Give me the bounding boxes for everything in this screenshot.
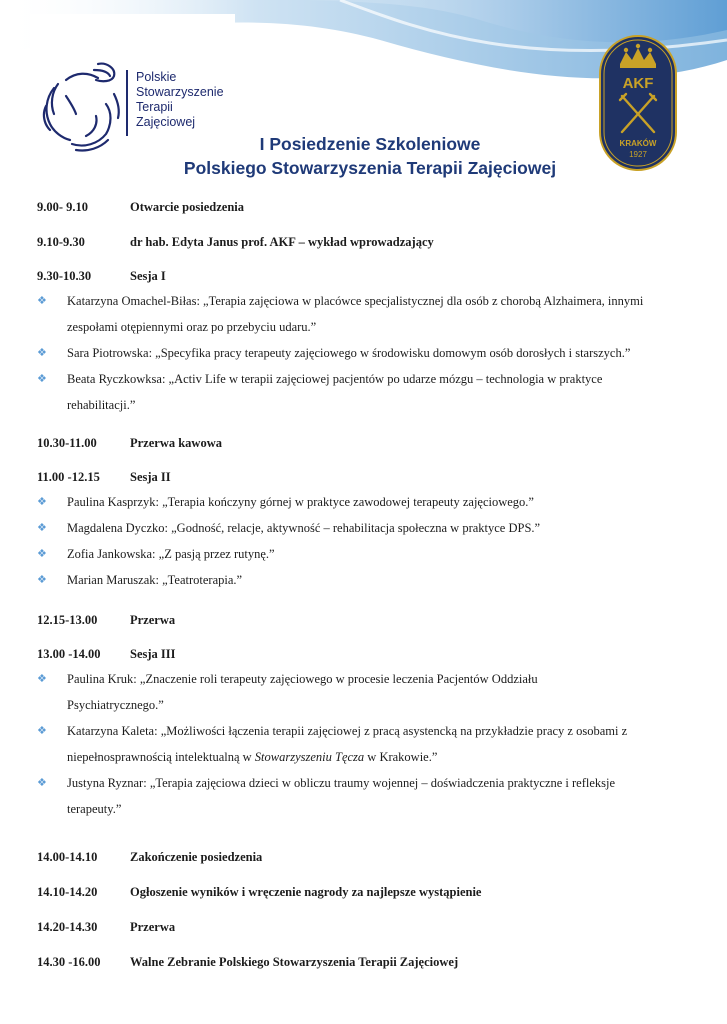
talk-line: Marian Maruszak: „Teatroterapia.”: [67, 573, 243, 587]
agenda-event: Przerwa: [130, 920, 176, 934]
akf-krakow-badge: [598, 34, 678, 172]
talk-line: Psychiatrycznego.”: [67, 698, 164, 712]
talk-item: [37, 288, 697, 340]
talk-line: zespołami otępiennymi oraz po przebyciu udaru.”: [67, 320, 317, 334]
talk-line: Katarzyna Omachel-Biłas: „Terapia zajęciowa w placówce specjalistycznej dla osób z chorobą Alzhaimera, innymi: [67, 294, 644, 308]
badge-city: KRAKÓW: [619, 139, 657, 148]
talk-line: Beata Ryczkowksa: „Activ Life w terapii zajęciowej pacjentów po udarze mózgu – technologia w praktyce: [67, 372, 603, 386]
diamond-bullet-icon: ❖: [37, 522, 47, 534]
agenda-item-awards: [37, 885, 697, 900]
diamond-bullet-icon: ❖: [37, 725, 47, 737]
badge-year: 1927: [629, 150, 647, 159]
talk-line: Magdalena Dyczko: „Godność, relacje, aktywność – rehabilitacja społeczna w praktyce DPS.”: [67, 521, 541, 535]
agenda-item-lecture: [37, 235, 697, 250]
title-line-2: Polskiego Stowarzyszenia Terapii Zajęciowej: [183, 158, 557, 178]
talk-item: [37, 515, 697, 541]
talk-line: Paulina Kasprzyk: „Terapia kończyny górnej w praktyce zawodowej terapeuty zajęciowego.”: [67, 495, 534, 509]
agenda-item-break-2: [37, 920, 697, 935]
badge-abbreviation: AKF: [622, 75, 654, 92]
talk-line: [67, 744, 697, 770]
document-title: [150, 132, 590, 180]
agenda-event: Sesja I: [130, 269, 166, 283]
agenda-event: Przerwa: [130, 613, 176, 627]
agenda-item-closing: [37, 850, 697, 865]
agenda-event: dr hab. Edyta Janus prof. AKF – wykład wprowadzający: [130, 235, 434, 249]
agenda-time: 12.15-13.00: [37, 613, 98, 627]
logo-line: Polskie: [136, 70, 177, 84]
diamond-bullet-icon: ❖: [37, 496, 47, 508]
talk-item: [37, 666, 697, 718]
agenda-item-coffee-break: [37, 436, 697, 451]
agenda-time: 14.30 -16.00: [37, 955, 101, 969]
agenda-item-opening: [37, 200, 697, 215]
talk-item: [37, 770, 697, 822]
title-line-1: I Posiedzenie Szkoleniowe: [259, 134, 481, 154]
diamond-bullet-icon: ❖: [37, 295, 47, 307]
agenda-event: Ogłoszenie wyników i wręczenie nagrody za najlepsze wystąpienie: [130, 885, 482, 899]
talk-line: Zofia Jankowska: „Z pasją przez rutynę.”: [67, 547, 275, 561]
talk-line: Justyna Ryznar: „Terapia zajęciowa dzieci w obliczu traumy wojennej – doświadczenia praktyczne i refleksje: [67, 776, 616, 790]
agenda-event: Sesja III: [130, 647, 176, 661]
agenda-item-session-1: [37, 269, 697, 284]
agenda-item-session-2: [37, 470, 697, 485]
talk-item: [37, 567, 697, 593]
talk-item: [37, 489, 697, 515]
diamond-bullet-icon: ❖: [37, 548, 47, 560]
diamond-bullet-icon: ❖: [37, 373, 47, 385]
agenda-item-general-assembly: [37, 955, 697, 970]
talk-line: Paulina Kruk: „Znaczenie roli terapeuty zajęciowego w procesie leczenia Pacjentów Oddziału: [67, 672, 538, 686]
agenda-time: 14.00-14.10: [37, 850, 98, 864]
agenda: [37, 200, 697, 970]
diamond-bullet-icon: ❖: [37, 347, 47, 359]
talk-item: [37, 340, 697, 366]
logo-divider: [126, 70, 128, 136]
agenda-item-break-1: [37, 613, 697, 628]
agenda-event: Otwarcie posiedzenia: [130, 200, 244, 214]
agenda-item-session-3: [37, 647, 697, 662]
hands-icon: [36, 54, 126, 154]
agenda-event: Zakończenie posiedzenia: [130, 850, 263, 864]
talk-line: terapeuty.”: [67, 802, 122, 816]
agenda-event: Przerwa kawowa: [130, 436, 222, 450]
agenda-time: 11.00 -12.15: [37, 470, 100, 484]
organization-name: Stowarzyszeniu Tęcza: [254, 750, 365, 764]
agenda-time: 14.10-14.20: [37, 885, 98, 899]
agenda-time: 10.30-11.00: [37, 436, 97, 450]
talk-item: [37, 541, 697, 567]
agenda-event: Walne Zebranie Polskiego Stowarzyszenia Terapii Zajęciowej: [130, 955, 459, 969]
talk-item: [37, 718, 697, 770]
agenda-time: 9.30-10.30: [37, 269, 92, 283]
logo-line: Terapii: [136, 100, 173, 114]
agenda-time: 14.20-14.30: [37, 920, 98, 934]
logo-line: Stowarzyszenie: [136, 85, 224, 99]
talk-line: rehabilitacji.”: [67, 398, 136, 412]
agenda-time: 9.10-9.30: [37, 235, 85, 249]
diamond-bullet-icon: ❖: [37, 574, 47, 586]
logo-wordmark: [136, 70, 236, 130]
talk-text: niepełnosprawnością intelektualną w: [67, 750, 255, 764]
agenda-time: 13.00 -14.00: [37, 647, 101, 661]
diamond-bullet-icon: ❖: [37, 673, 47, 685]
diamond-bullet-icon: ❖: [37, 777, 47, 789]
talk-line: Sara Piotrowska: „Specyfika pracy terapeuty zajęciowego w środowisku domowym osób dorosłych i starszych.”: [67, 346, 631, 360]
talk-line: Katarzyna Kaleta: „Możliwości łączenia terapii zajęciowej z pracą asystencką na przykładzie pracy z osobami z: [67, 724, 628, 738]
agenda-time: 9.00- 9.10: [37, 200, 89, 214]
agenda-event: Sesja II: [130, 470, 171, 484]
talk-text: w Krakowie.”: [364, 750, 438, 764]
talk-item: [37, 366, 697, 418]
logo-line: Zajęciowej: [136, 115, 196, 129]
